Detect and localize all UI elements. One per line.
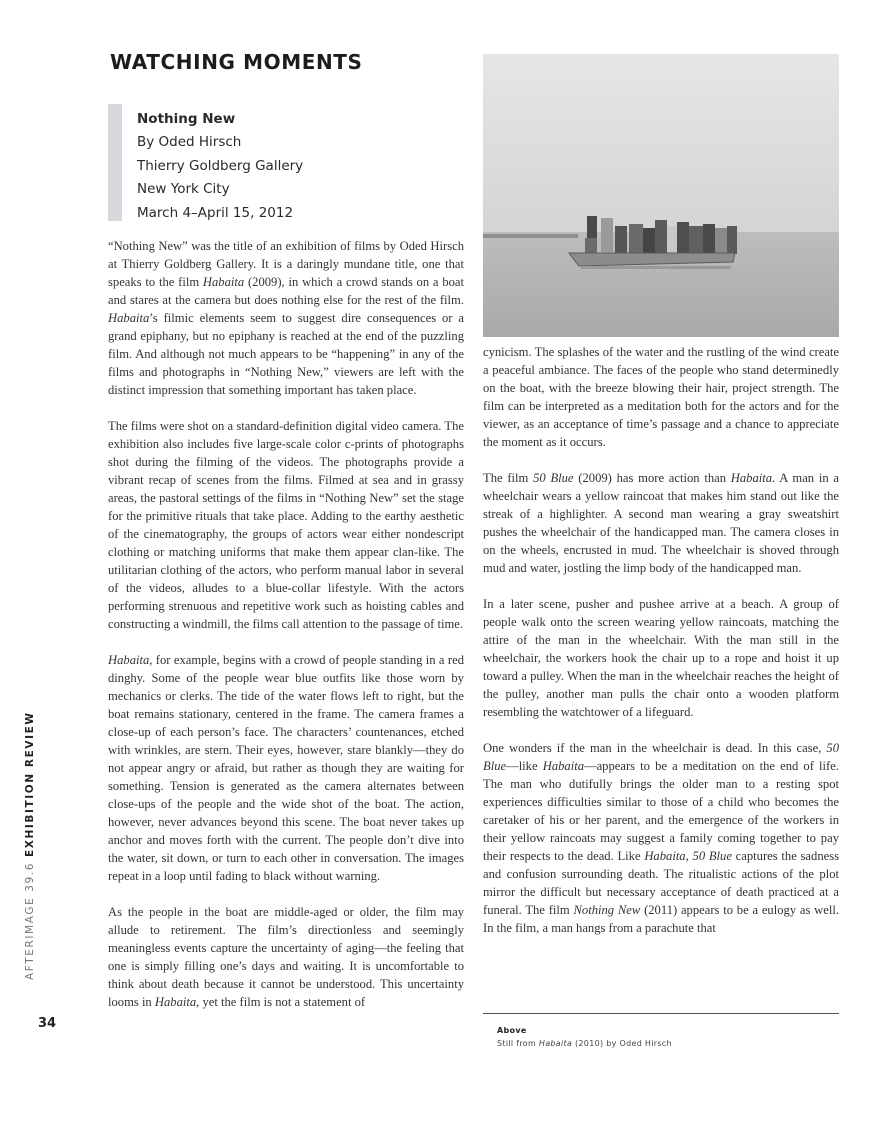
exhibition-name: Nothing New (137, 111, 236, 127)
caption-text: Still from Habaita (2010) by Oded Hirsch (497, 1039, 672, 1048)
exhibition-artist: By Oded Hirsch (137, 134, 242, 151)
boat-shadow (581, 266, 731, 269)
caption-divider (483, 1013, 839, 1014)
left-column (108, 237, 464, 1029)
caption-label: Above (497, 1026, 527, 1035)
page-number: 34 (38, 1016, 57, 1031)
paragraph: “Nothing New” was the title of an exhibition of films by Oded Hirsch at Thierry Goldberg Gallery. It is a daringly mundane title, one that speaks to the film Habaita (2009), in which a crowd stands on a boat and stares at the camera but does nothing else for the rest of the film. Habaita’s filmic elements seem to suggest dire consequences or a grand epiphany, but no epiphany is reached at the end of the puzzling film. And although not much appears to be “happening” in any of the films and photographs in “Nothing New,” viewers are left with the distinct impression that something important has taken place. (108, 239, 464, 397)
film-title: Habaita (154, 995, 197, 1009)
exhibition-gallery: Thierry Goldberg Gallery (137, 157, 304, 174)
section-label: EXHIBITION REVIEW (24, 711, 36, 858)
film-title: 50 Blue (483, 741, 839, 773)
sky (483, 54, 839, 234)
photo-caption (497, 1026, 672, 1048)
info-accent-bar (108, 104, 122, 221)
exhibition-city: New York City (137, 181, 230, 198)
paragraph: The films were shot on a standard-definition digital video camera. The exhibition also includes five large-scale color c-prints of photographs shot during the filming of the videos. The photographs provide a vibrant recap of scenes from the films. Filmed at sea and in grassy areas, the pastoral settings of the films in “Nothing New” set the stage for the primitive rituals that take place. Adding to the earthy aesthetic of the cinematography, the groups of actors wear either nondescript clothing or matching uniforms that make them appear clan-like. The utilitarian clothing of the actors, who perform manual labor in several of the videos, alludes to a blue-collar lifestyle. With the actors performing strenuous and repetitive work such as hoisting cables and constructing a windmill, the films call attention to the passage of time. (108, 419, 464, 631)
right-column (483, 343, 839, 955)
film-title: Habaita (108, 311, 150, 325)
film-still-photo (483, 54, 839, 337)
paragraph: One wonders if the man in the wheelchair is dead. In this case, 50 Blue—like Habaita—appears to be a meditation on the end of life. The man who dutifully brings the older man to a resting spot experiences difficulties similar to those of a child who becomes the caretaker of his or her parent, and the emergence of the workers in their yellow raincoats may suggest a family coming together to pay their respects to the dead. Like Habaita, 50 Blue captures the sadness and confusion surrounding death. The ritualistic actions of the plot mirror the difficult but necessary acceptance of death practiced at a funeral. The film Nothing New (2011) appears to be a eulogy as well. In the film, a man hangs from a parachute that (483, 741, 840, 935)
exhibition-dates: March 4–April 15, 2012 (137, 204, 294, 221)
article-title: WATCHING MOMENTS (110, 50, 363, 74)
issue-label: AFTERIMAGE 39.6 (24, 861, 36, 980)
film-title: Habaita (644, 849, 686, 863)
film-title: Nothing New (573, 903, 641, 917)
paragraph: The film 50 Blue (2009) has more action than Habaita. A man in a wheelchair wears a yellow raincoat that makes him stand out like the streak of a highlighter. A second man wearing a gray sweatshirt pushes the wheelchair of the handicapped man. The camera closes in on the wheels, encrusted in mud. The wheelchair is shoved through mud and water, jostling the limp body of the handicapped man. (483, 471, 839, 575)
paragraph: cynicism. The splashes of the water and the rustling of the wind create a peaceful ambiance. The faces of the people who stand determinedly on the boat, with the breeze blowing their hair, project strength. The film can be interpreted as a meditation both for the actors and for the viewer, as an acceptance of time’s passage and a chance to appreciate the moment as it occurs. (483, 345, 839, 449)
exhibition-info (108, 104, 448, 221)
film-title: 50 Blue (533, 471, 574, 485)
film-title: 50 Blue (692, 849, 732, 863)
film-title: Habaita (202, 275, 245, 289)
film-title: Habaita (542, 759, 584, 773)
distant-shore (483, 234, 578, 238)
paragraph: In a later scene, pusher and pushee arrive at a beach. A group of people walk onto the screen wearing yellow raincoats, matching the attire of the man in the wheelchair. With the man still in the wheelchair, the workers hook the chair up to a rope and hoist it up toward a pulley. When the man in the wheelchair reaches the height of the pulley, another man pulls the chair onto a wooden platform resembling the watchtower of a lifeguard. (483, 597, 839, 719)
paragraph: As the people in the boat are middle-aged or older, the film may allude to retirement. The film’s directionless and seemingly meaningless events capture the uncertainty of aging—the feeling that one is simply filling one’s days and waiting. It is uncomfortable to think about death because it cannot be understood. This uncertainty looms in Habaita, yet the film is not a statement of (108, 905, 464, 1009)
film-title: Habaita (108, 653, 150, 667)
running-header (24, 711, 36, 980)
paragraph: Habaita, for example, begins with a crowd of people standing in a red dinghy. Some of the people wear blue outfits like those worn by mechanics or clerks. The tide of the water flows left to right, but the boat remains stationary, centered in the frame. The camera frames a close-up of each person’s face. The characters’ countenances, etched with wrinkles, are stern. Their eyes, however, stare blankly—they do not appear angry or afraid, but rather as though they are waiting for something. Tension is generated as the camera alternates between close-ups of the people and the wide shot of the boat. The action, however, never advances beyond this scene. The boat never takes up anchor and moves forth with the current. The people don’t dive into the water, sit down, or turn to each other in conversation. The images repeat in a loop until fading to black without warning. (108, 653, 464, 883)
film-title: Habaita (730, 471, 773, 485)
